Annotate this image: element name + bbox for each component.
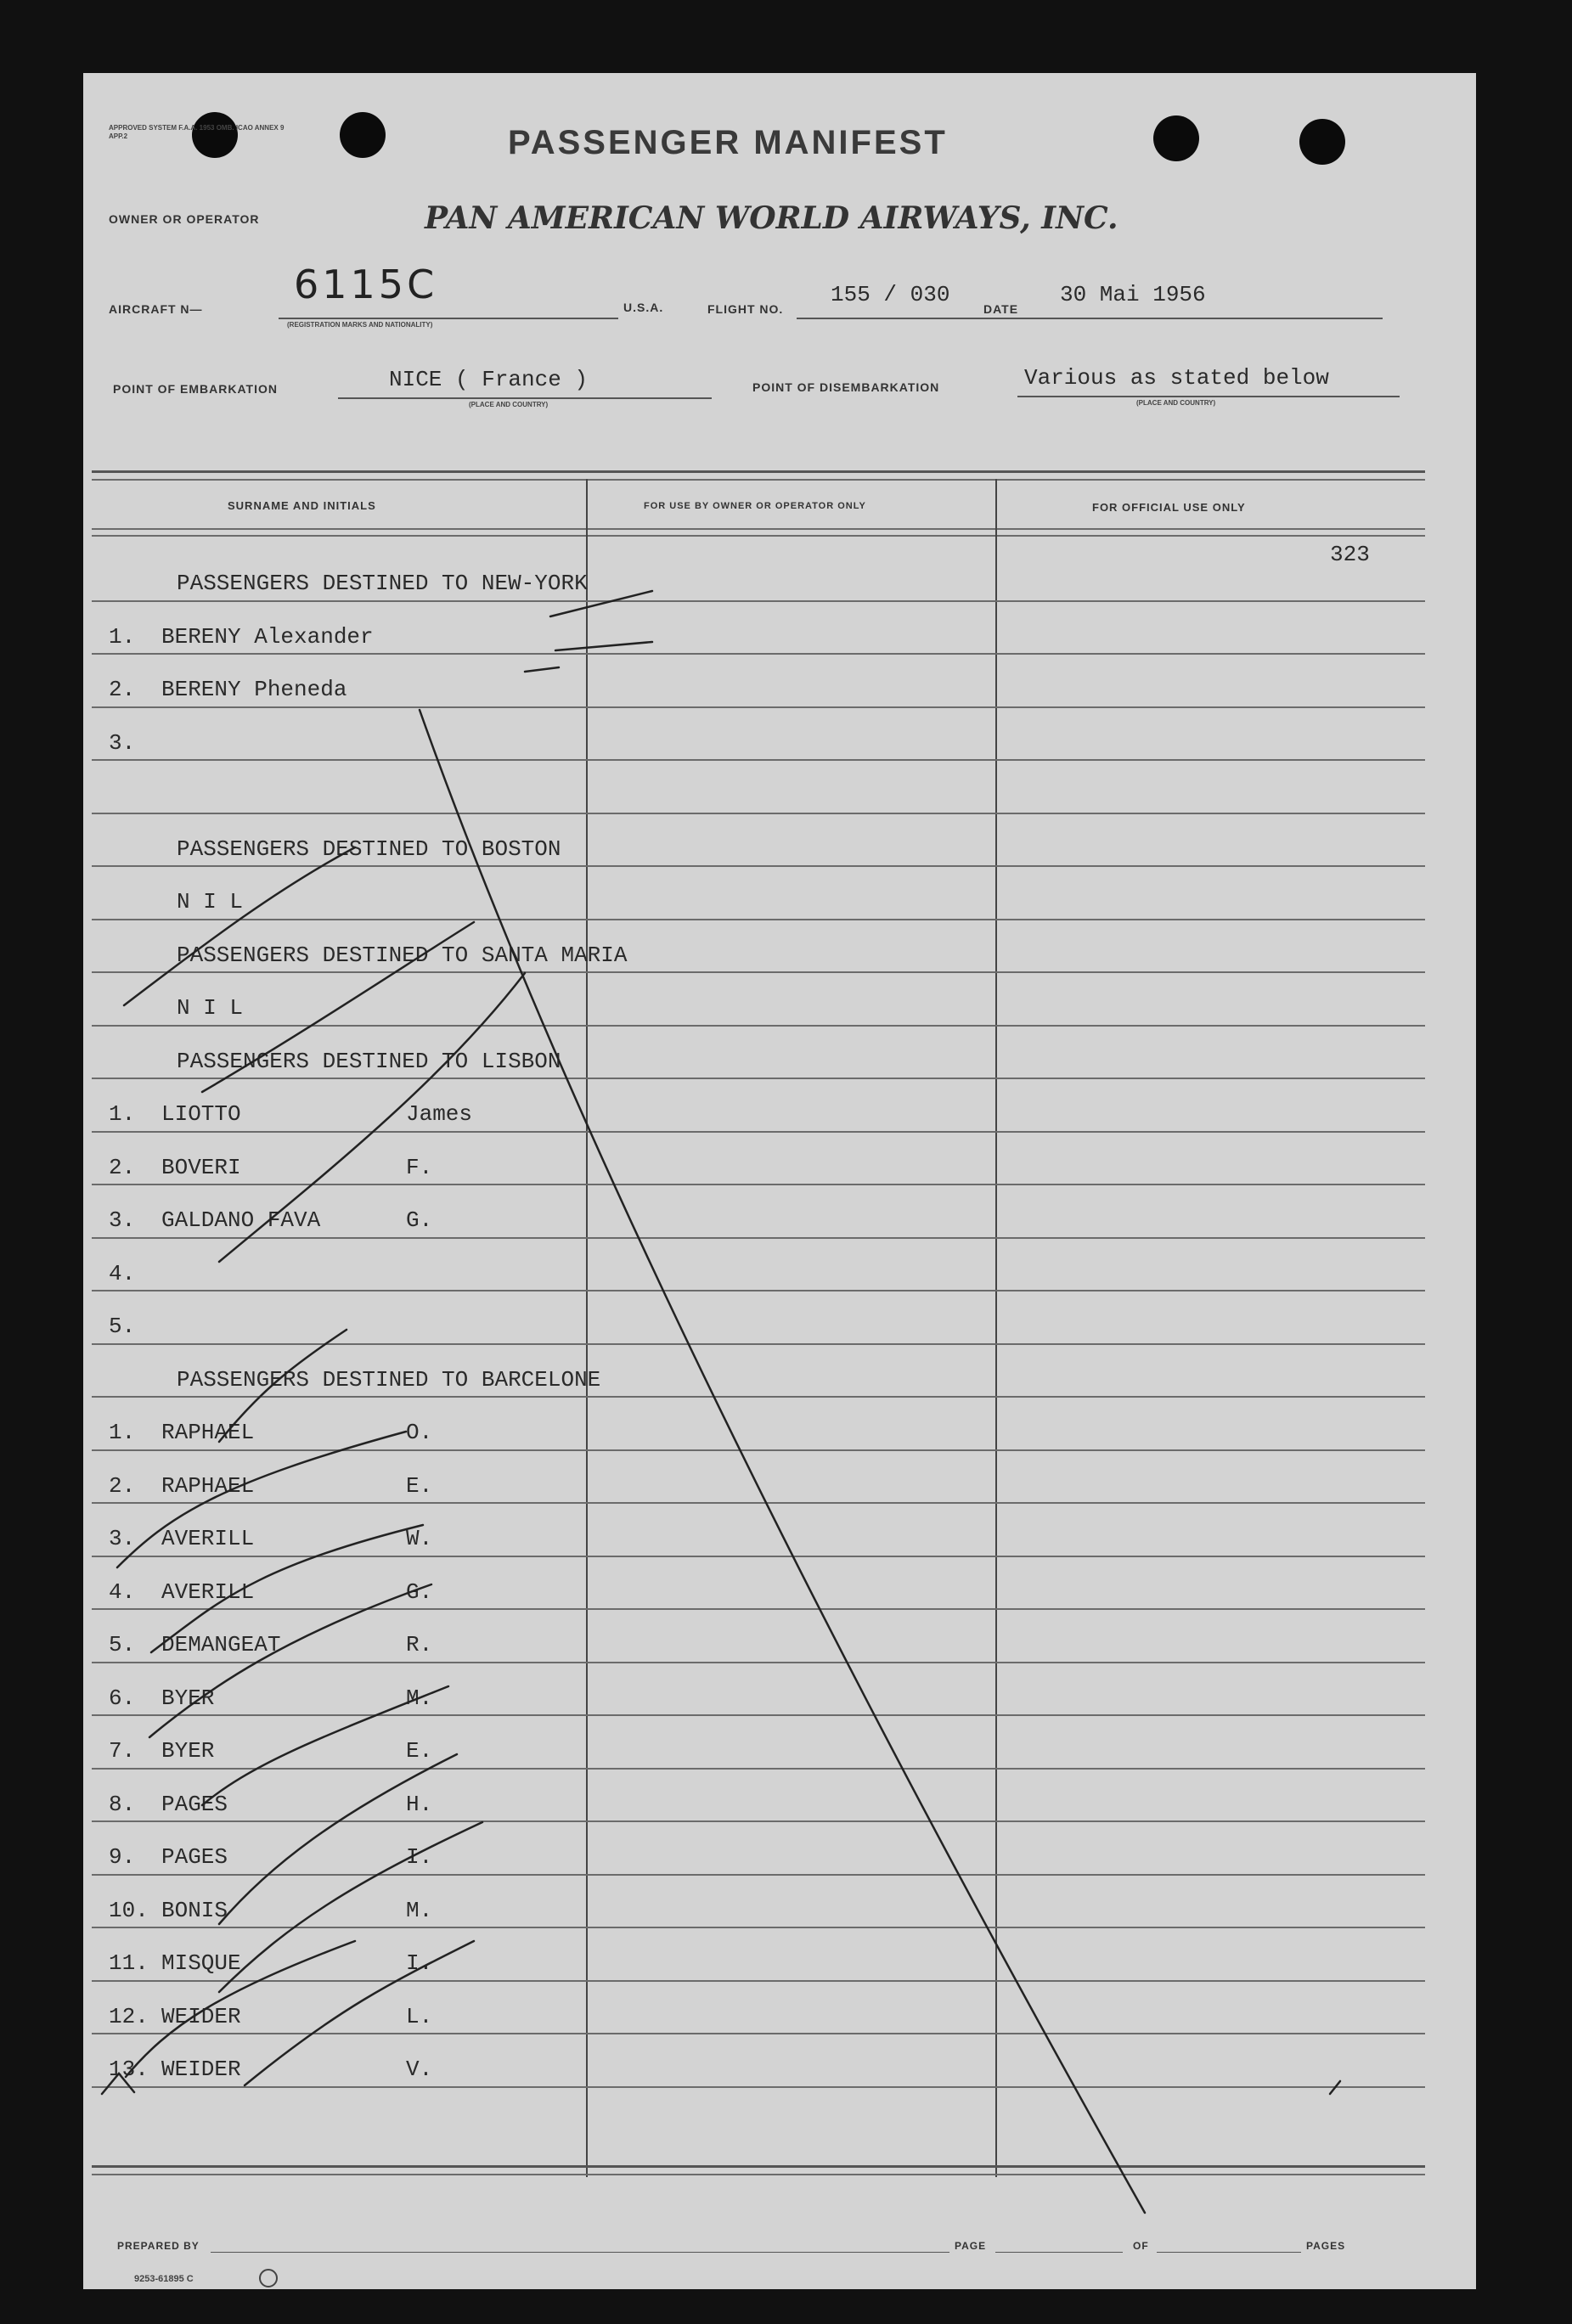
passenger-surname: BERENY Alexander <box>161 623 374 650</box>
prepared-by-label: PREPARED BY <box>117 2240 200 2252</box>
punch-hole <box>340 112 386 158</box>
passenger-initial: G. <box>406 1207 433 1233</box>
passenger-initial: F. <box>406 1154 433 1180</box>
section-heading: N I L <box>177 889 244 914</box>
approved-stamp: APPROVED SYSTEM F.A.A. 1953 OMB. ICAO ANNEX 9 APP.2 <box>109 124 285 140</box>
manifest-row <box>92 973 1417 1024</box>
owner-value: PAN AMERICAN WORLD AIRWAYS, INC. <box>425 200 1118 236</box>
date-value: 30 Mai 1956 <box>1060 282 1206 307</box>
row-number: 6. <box>109 1685 136 1711</box>
section-heading: PASSENGERS DESTINED TO LISBON <box>177 1048 561 1074</box>
official-number: 323 <box>1330 542 1370 567</box>
form-code: 9253-61895 C <box>134 2274 194 2284</box>
passenger-initial: E. <box>406 1738 433 1764</box>
manifest-row <box>92 1928 1417 1979</box>
owner-label: OWNER OR OPERATOR <box>109 212 260 226</box>
passenger-surname: BONIS <box>161 1897 228 1923</box>
row-number: 4. <box>109 1578 136 1605</box>
row-number: 11. <box>109 1950 149 1976</box>
row-number: 10. <box>109 1897 149 1923</box>
passenger-surname: WEIDER <box>161 2003 241 2029</box>
passenger-surname: WEIDER <box>161 2057 241 2082</box>
passenger-initial: E. <box>406 1472 433 1499</box>
passenger-surname: BERENY Pheneda <box>161 677 347 702</box>
passenger-surname: PAGES <box>161 1791 228 1817</box>
row-number: 9. <box>109 1844 136 1870</box>
page-label: PAGE <box>955 2240 987 2252</box>
manifest-row <box>92 1557 1417 1608</box>
passenger-initial: G. <box>406 1578 433 1605</box>
manifest-row <box>92 1451 1417 1502</box>
passenger-surname: LIOTTO <box>161 1101 241 1127</box>
passenger-surname: AVERILL <box>161 1578 255 1605</box>
manifest-row <box>92 1079 1417 1130</box>
row-number: 2. <box>109 677 136 702</box>
passenger-initial: I. <box>406 1950 433 1976</box>
manifest-row <box>92 1291 1417 1342</box>
manifest-row <box>92 602 1417 653</box>
manifest-row <box>92 1345 1417 1396</box>
passenger-surname: RAPHAEL <box>161 1472 255 1499</box>
row-number: 2. <box>109 1472 136 1499</box>
passenger-surname: GALDANO FAVA <box>161 1207 321 1233</box>
embark-label: POINT OF EMBARKATION <box>113 382 278 396</box>
passenger-surname: DEMANGEAT <box>161 1632 281 1657</box>
manifest-row <box>92 1822 1417 1873</box>
passenger-surname: RAPHAEL <box>161 1420 255 1445</box>
manifest-row <box>92 549 1417 599</box>
row-number: 7. <box>109 1738 136 1764</box>
manifest-row <box>92 761 1417 812</box>
row-number: 3. <box>109 1207 136 1233</box>
col-surname-header: SURNAME AND INITIALS <box>228 499 376 512</box>
passenger-initial: V. <box>406 2057 433 2082</box>
passenger-surname: BYER <box>161 1685 215 1711</box>
union-label-icon <box>259 2269 278 2287</box>
row-number: 5. <box>109 1314 136 1339</box>
passenger-initial: I. <box>406 1844 433 1870</box>
row-rule <box>92 2086 1425 2088</box>
disembark-place-caption: (PLACE AND COUNTRY) <box>1136 399 1216 407</box>
manifest-row <box>92 1982 1417 2033</box>
manifest-row <box>92 1239 1417 1290</box>
passenger-initial: H. <box>406 1791 433 1817</box>
disembark-value: Various as stated below <box>1024 365 1329 391</box>
passenger-initial: R. <box>406 1632 433 1657</box>
embark-value: NICE ( France ) <box>389 367 589 392</box>
col-owner-use-header: FOR USE BY OWNER OR OPERATOR ONLY <box>644 501 866 511</box>
passenger-surname: BOVERI <box>161 1154 241 1180</box>
disembark-label: POINT OF DISEMBARKATION <box>752 380 940 394</box>
registration-caption: (REGISTRATION MARKS AND NATIONALITY) <box>287 321 433 329</box>
col-official-use-header: FOR OFFICIAL USE ONLY <box>1092 501 1246 514</box>
row-number: 1. <box>109 1420 136 1445</box>
manifest-row <box>92 708 1417 759</box>
date-label: DATE <box>983 302 1019 316</box>
embark-place-caption: (PLACE AND COUNTRY) <box>469 401 549 408</box>
passenger-surname: PAGES <box>161 1844 228 1870</box>
passenger-initial: M. <box>406 1897 433 1923</box>
passenger-initial: L. <box>406 2003 433 2029</box>
manifest-row <box>92 1133 1417 1184</box>
section-heading: N I L <box>177 995 244 1021</box>
row-number: 3. <box>109 729 136 756</box>
passenger-surname: BYER <box>161 1738 215 1764</box>
page-title: PASSENGER MANIFEST <box>508 124 948 161</box>
manifest-row <box>92 1185 1417 1236</box>
punch-hole <box>1299 119 1345 165</box>
aircraft-value: 6115C <box>294 262 438 307</box>
row-number: 1. <box>109 1101 136 1127</box>
manifest-row <box>92 867 1417 918</box>
row-number: 2. <box>109 1154 136 1180</box>
passenger-surname: AVERILL <box>161 1526 255 1551</box>
passenger-surname: MISQUE <box>161 1950 241 1976</box>
row-number: 3. <box>109 1526 136 1551</box>
row-number: 12. <box>109 2003 149 2029</box>
flight-label: FLIGHT NO. <box>707 302 784 316</box>
aircraft-label: AIRCRAFT N— <box>109 302 203 316</box>
section-heading: PASSENGERS DESTINED TO NEW-YORK <box>177 571 588 596</box>
section-heading: PASSENGERS DESTINED TO BARCELONE <box>177 1366 601 1393</box>
of-label: OF <box>1133 2240 1149 2252</box>
passenger-initial: James <box>406 1101 473 1127</box>
passenger-initial: M. <box>406 1685 433 1711</box>
manifest-row <box>92 1027 1417 1078</box>
manifest-row <box>92 814 1417 865</box>
manifest-row <box>92 1876 1417 1927</box>
flight-value: 155 / 030 <box>831 282 950 307</box>
section-heading: PASSENGERS DESTINED TO SANTA MARIA <box>177 942 628 968</box>
manifest-row <box>92 1770 1417 1820</box>
row-number: 8. <box>109 1791 136 1817</box>
passenger-initial: O. <box>406 1420 433 1445</box>
row-number: 4. <box>109 1260 136 1286</box>
manifest-row <box>92 655 1417 706</box>
manifest-row <box>92 920 1417 971</box>
section-heading: PASSENGERS DESTINED TO BOSTON <box>177 836 561 862</box>
row-number: 13. <box>109 2057 149 2082</box>
passenger-initial: W. <box>406 1526 433 1551</box>
manifest-row <box>92 2034 1417 2085</box>
punch-hole <box>1153 115 1199 161</box>
manifest-row <box>92 1398 1417 1449</box>
manifest-row <box>92 1716 1417 1767</box>
pages-label: PAGES <box>1306 2240 1346 2252</box>
row-number: 1. <box>109 623 136 650</box>
usa-label: U.S.A. <box>623 301 664 314</box>
manifest-row <box>92 1610 1417 1661</box>
row-number: 5. <box>109 1632 136 1657</box>
manifest-row <box>92 1663 1417 1714</box>
manifest-sheet <box>83 73 1476 2289</box>
manifest-row <box>92 1504 1417 1555</box>
